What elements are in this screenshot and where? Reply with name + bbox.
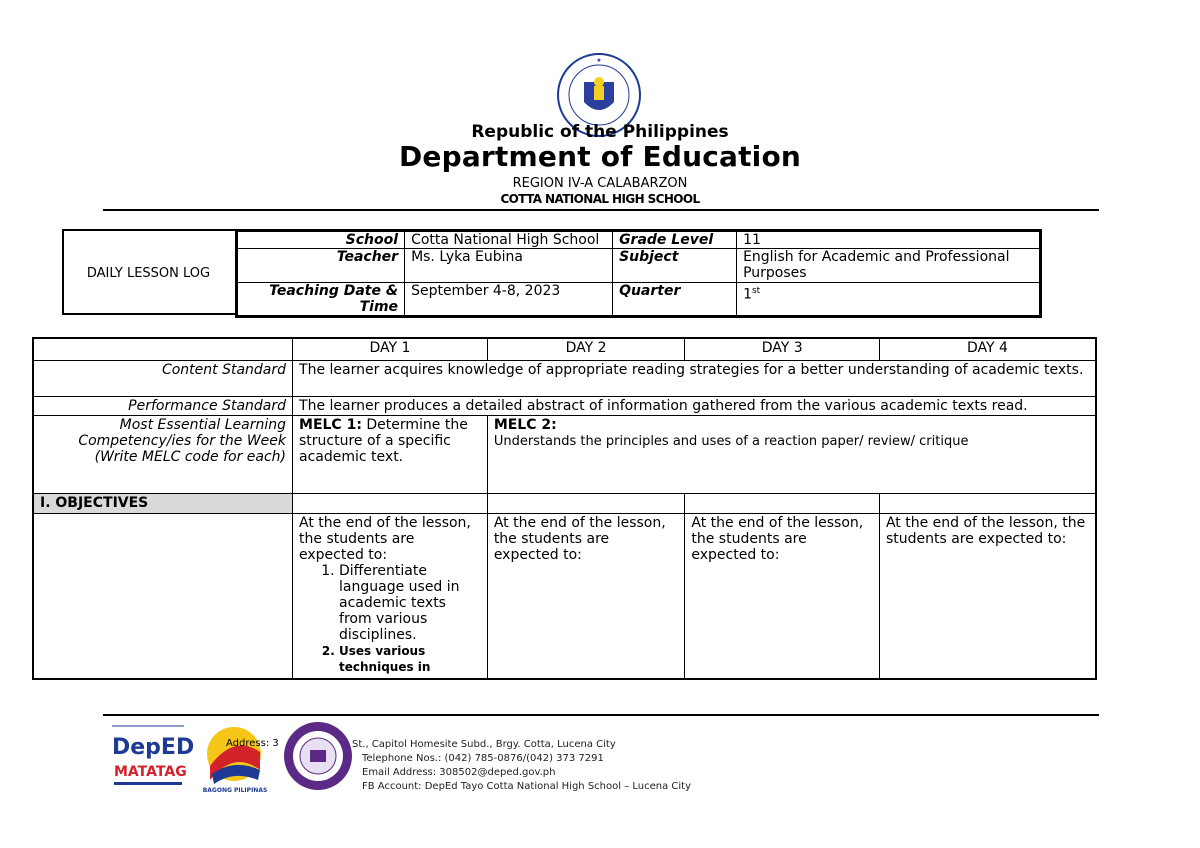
- grade-level-label: Grade Level: [613, 231, 737, 249]
- objectives-blank: [33, 513, 293, 679]
- header-divider: [103, 209, 1099, 211]
- melc-2-title: MELC 2:: [493, 416, 557, 433]
- footer-email: Email Address: 308502@deped.gov.ph: [362, 767, 556, 778]
- content-standard-text: The learner acquires knowledge of appropriate reading strategies for a better understanding of academic texts.: [293, 360, 1096, 396]
- melc-1-cell: [293, 415, 488, 493]
- grade-level-value: 11: [737, 231, 1041, 249]
- objectives-day-1: [293, 493, 488, 513]
- performance-standard-text: The learner produces a detailed abstract of information gathered from the various academic texts read.: [293, 396, 1096, 415]
- deped-matatag-logo: [110, 724, 195, 794]
- subject-label: Subject: [613, 249, 737, 283]
- day-4-objectives: At the end of the lesson, the students are expected to:: [879, 513, 1096, 679]
- school-heading: COTTA NATIONAL HIGH SCHOOL: [500, 192, 700, 206]
- melc-1-text: Determine the structure of a specific academic text.: [299, 416, 468, 465]
- day-1-objective-1: 1. Differentiate language used in academic texts from various disciplines.: [339, 563, 481, 643]
- daily-lesson-log-title: DAILY LESSON LOG: [86, 266, 211, 281]
- melc-label: Most Essential Learning Competency/ies for the Week (Write MELC code for each): [33, 415, 293, 493]
- day-1-objective-2: 2. Uses various techniques in: [339, 643, 481, 675]
- day-1-intro: At the end of the lesson, the students are expected to:: [299, 514, 471, 563]
- day-4-header: DAY 4: [879, 338, 1096, 360]
- footer-fb: FB Account: DepEd Tayo Cotta National High School – Lucena City: [362, 781, 691, 792]
- footer-telephone: Telephone Nos.: (042) 785-0876/(042) 373 7291: [362, 753, 604, 764]
- footer-contact-block: [352, 738, 691, 794]
- svg-text:DepED: DepED: [112, 735, 195, 760]
- teaching-date-value: September 4-8, 2023: [405, 283, 613, 317]
- day-1-objective-list: [299, 563, 481, 675]
- quarter-value: [737, 283, 1041, 317]
- svg-text:★: ★: [596, 57, 602, 64]
- school-seal-logo: [282, 720, 354, 792]
- quarter-number: 1: [743, 286, 752, 303]
- footer-address-label: Address: 3: [226, 738, 279, 749]
- objectives-day-3: [685, 493, 880, 513]
- objectives-label: I. OBJECTIVES: [33, 493, 293, 513]
- corner-cell: [33, 338, 293, 360]
- melc-1-title: MELC 1:: [299, 416, 362, 433]
- day-2-header: DAY 2: [487, 338, 685, 360]
- melc-2-cell: [487, 415, 1096, 493]
- day-3-header: DAY 3: [685, 338, 880, 360]
- day-1-objectives: [293, 513, 488, 679]
- footer-address: St., Capitol Homesite Subd., Brgy. Cotta, Lucena City: [352, 739, 616, 750]
- school-label: School: [237, 231, 405, 249]
- objectives-content-row: [33, 513, 1096, 679]
- day-2-objectives: At the end of the lesson, the students are expected to:: [487, 513, 685, 679]
- lesson-plan-table: [32, 337, 1097, 680]
- republic-heading: Republic of the Philippines: [471, 122, 729, 142]
- footer-divider: [103, 714, 1099, 716]
- days-header-row: [33, 338, 1096, 360]
- teaching-date-label: Teaching Date & Time: [237, 283, 405, 317]
- svg-text:BAGONG PILIPINAS: BAGONG PILIPINAS: [202, 787, 268, 794]
- svg-text:MATATAG: MATATAG: [114, 764, 187, 780]
- objectives-row: [33, 493, 1096, 513]
- region-heading: REGION IV-A CALABARZON: [512, 176, 688, 191]
- lesson-info-table: [235, 229, 1042, 318]
- day-1-header: DAY 1: [293, 338, 488, 360]
- melc-row: [33, 415, 1096, 493]
- day-3-objectives: At the end of the lesson, the students are expected to:: [685, 513, 880, 679]
- teacher-value: Ms. Lyka Eubina: [405, 249, 613, 283]
- subject-value: English for Academic and Professional Purposes: [737, 249, 1041, 283]
- content-standard-label: Content Standard: [33, 360, 293, 396]
- quarter-label: Quarter: [613, 283, 737, 317]
- melc-2-text: Understands the principles and uses of a reaction paper/ review/ critique: [493, 433, 969, 449]
- performance-standard-row: [33, 396, 1096, 415]
- department-heading: Department of Education: [398, 140, 802, 173]
- school-value: Cotta National High School: [405, 231, 613, 249]
- content-standard-row: [33, 360, 1096, 396]
- performance-standard-label: Performance Standard: [33, 396, 293, 415]
- objectives-day-2: [487, 493, 685, 513]
- bagong-pilipinas-logo: [200, 722, 270, 794]
- teacher-label: Teacher: [237, 249, 405, 283]
- quarter-suffix: st: [751, 286, 761, 296]
- objectives-day-4: [879, 493, 1096, 513]
